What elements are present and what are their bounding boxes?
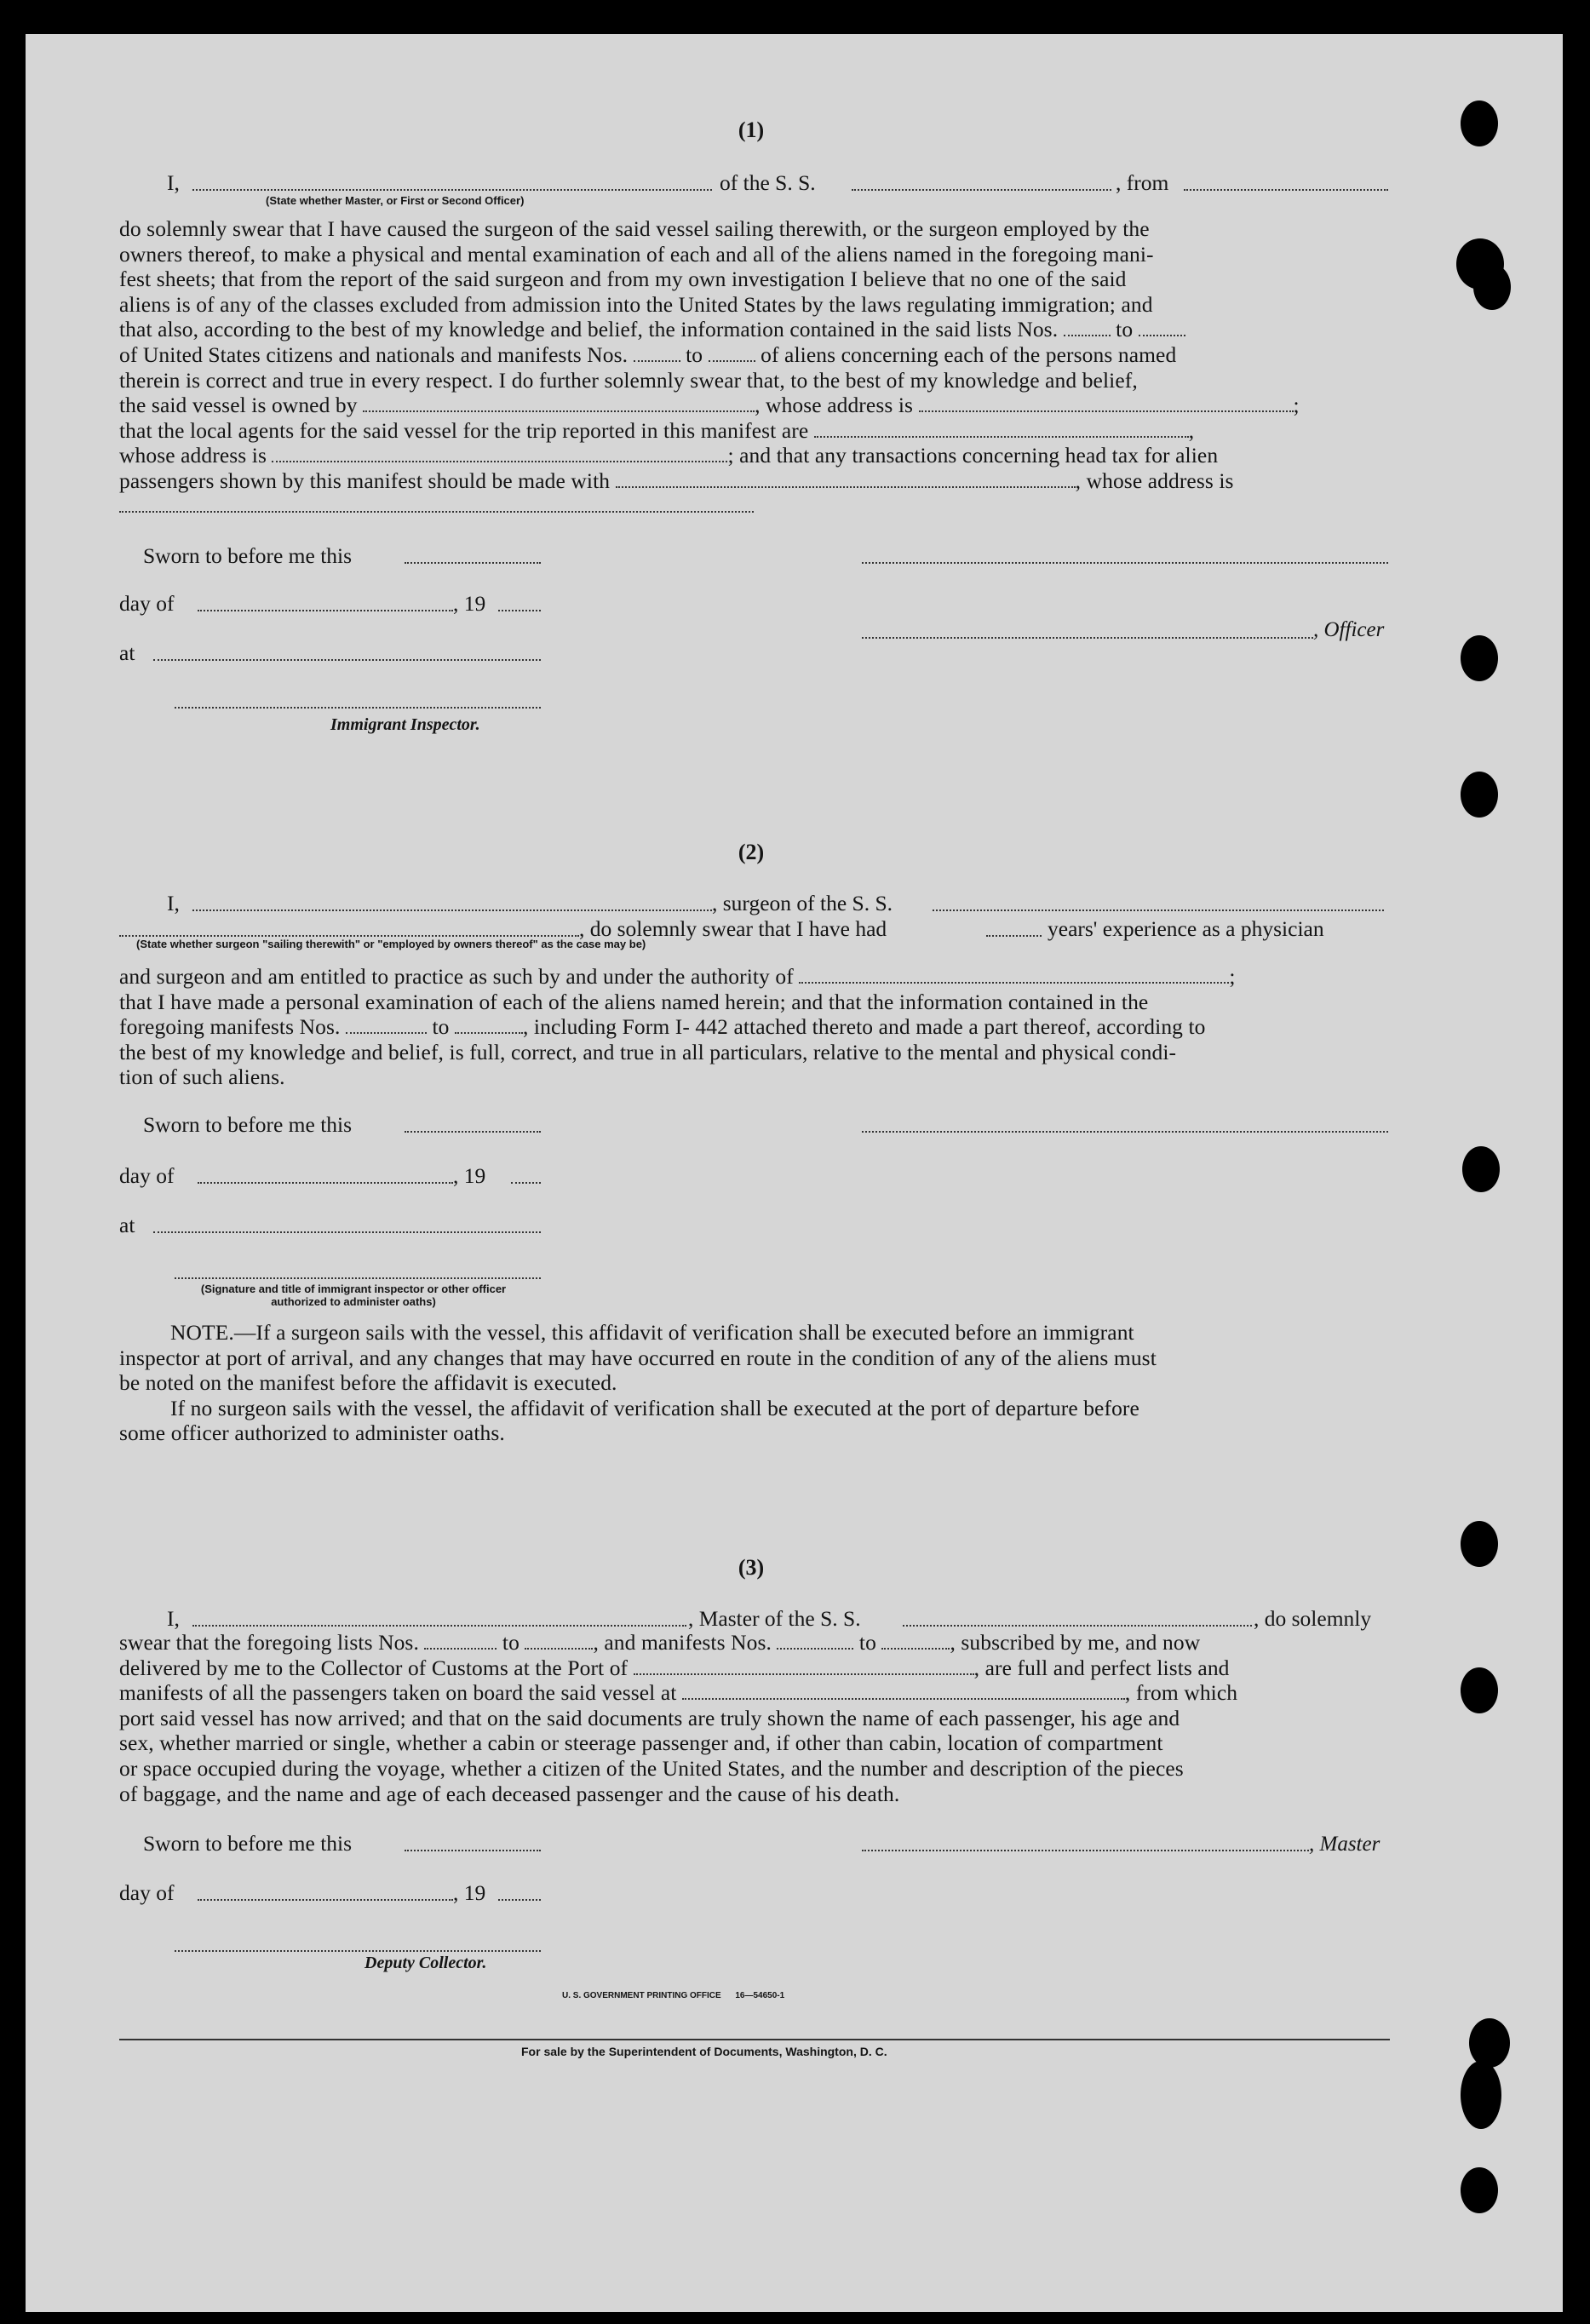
vessel-name-field[interactable] xyxy=(852,189,1111,191)
sworn-label: Sworn to before me this xyxy=(143,1831,353,1856)
surgeon-vessel-field[interactable] xyxy=(933,910,1384,911)
authority-field[interactable] xyxy=(799,967,1229,984)
surgeon-manifest-to-field[interactable] xyxy=(455,1017,523,1034)
deputy-label: Deputy Collector. xyxy=(364,1954,487,1972)
surgeon-of-label: , surgeon of the S. S. xyxy=(712,891,893,915)
surgeon-type-field[interactable] xyxy=(119,935,579,937)
sworn-date-field[interactable] xyxy=(405,1131,541,1133)
master-lists-from-field[interactable] xyxy=(424,1633,497,1650)
body-line: passengers shown by this manifest should be made with , whose address is xyxy=(119,468,1234,493)
punch-hole xyxy=(1473,264,1511,310)
section1-heading: (1) xyxy=(738,118,765,142)
section2-I: I, xyxy=(167,891,180,915)
note-line: If no surgeon sails with the vessel, the affidavit of verification shall be executed at the port of departure before xyxy=(170,1395,1139,1420)
year-label: , 19 xyxy=(453,1880,486,1905)
inspector-signature-line[interactable] xyxy=(175,1277,541,1279)
years-field[interactable] xyxy=(986,935,1042,937)
body-line: manifests of all the passengers taken on board the said vessel at , from which xyxy=(119,1680,1238,1706)
punch-hole xyxy=(1469,2018,1510,2068)
footer-rule xyxy=(119,2039,1390,2040)
section3-body xyxy=(119,1630,1390,1806)
local-agents-field[interactable] xyxy=(814,421,1189,438)
body-line: aliens is of any of the classes excluded from admission into the United States by the laws regulating immigration; and xyxy=(119,291,1153,317)
inspector-signature-line[interactable] xyxy=(175,707,541,709)
of-the-ss-label: of the S. S. xyxy=(720,170,816,195)
surgeon-note: (State whether surgeon "sailing therewith" or "employed by owners thereof" as the case may be) xyxy=(136,938,646,950)
owner-address-field[interactable] xyxy=(919,395,1294,412)
deputy-signature-line[interactable] xyxy=(175,1950,541,1952)
body-line: of baggage, and the name and age of each deceased passenger and the cause of his death. xyxy=(119,1781,900,1806)
master-signature-line[interactable] xyxy=(862,1850,1309,1851)
punch-hole xyxy=(1461,635,1498,681)
body-line: owners thereof, to make a physical and mental examination of each and all of the aliens named in the foregoing mani- xyxy=(119,241,1154,267)
owner-field[interactable] xyxy=(363,395,755,412)
from-label: , from xyxy=(1116,170,1169,195)
at-field[interactable] xyxy=(153,659,541,661)
surgeon-name-field[interactable] xyxy=(192,910,712,911)
month-field[interactable] xyxy=(198,610,453,611)
note-line: NOTE.—If a surgeon sails with the vessel, this affidavit of verification shall be executed before an immigrant xyxy=(170,1320,1134,1345)
contact-address-field[interactable] xyxy=(119,511,754,513)
body-line: sex, whether married or single, whether a cabin or steerage passenger and, if other than cabin, location of compartment xyxy=(119,1730,1163,1756)
punch-hole xyxy=(1462,1146,1500,1192)
body-line: port said vessel has now arrived; and that on the said documents are truly shown the name of each passenger, his age and xyxy=(119,1705,1180,1730)
officer-name-field[interactable] xyxy=(192,189,712,191)
body-line: of United States citizens and nationals and manifests Nos. to of aliens concerning each of the persons named xyxy=(119,341,1177,367)
master-name-field[interactable] xyxy=(192,1625,686,1627)
sworn-date-field[interactable] xyxy=(405,1850,541,1851)
punch-hole xyxy=(1461,1521,1498,1567)
at-label: at xyxy=(119,640,135,665)
at-field[interactable] xyxy=(153,1231,541,1233)
inspector-label: Immigrant Inspector. xyxy=(330,715,480,734)
manifests-from-field[interactable] xyxy=(634,345,680,362)
body-line: the best of my knowledge and belief, is full, correct, and true in all particulars, relative to the mental and physical condi- xyxy=(119,1039,1177,1064)
punch-hole xyxy=(1461,772,1498,818)
lists-to-field[interactable] xyxy=(1139,319,1185,336)
master-manifests-from-field[interactable] xyxy=(777,1633,853,1650)
punch-hole xyxy=(1461,1667,1498,1713)
sworn-label: Sworn to before me this xyxy=(143,543,353,568)
body-line: that I have made a personal examination of each of the aliens named herein; and that the information contained in the xyxy=(119,989,1149,1014)
body-line: fest sheets; that from the report of the said surgeon and from my own investigation I believe that no one of the said xyxy=(119,267,1127,292)
note-line: some officer authorized to administer oaths. xyxy=(119,1420,505,1446)
surgeon-signature-line[interactable] xyxy=(862,1131,1388,1133)
printing-office-note: U. S. GOVERNMENT PRINTING OFFICE 16—54650-1 xyxy=(562,1991,785,2000)
agents-address-field[interactable] xyxy=(272,445,727,462)
day-of-label: day of xyxy=(119,1163,175,1188)
body-line: tion of such aliens. xyxy=(119,1064,285,1090)
at-label: at xyxy=(119,1213,135,1237)
year-field[interactable] xyxy=(498,1899,541,1901)
for-sale-note: For sale by the Superintendent of Documents, Washington, D. C. xyxy=(521,2045,887,2058)
master-lists-to-field[interactable] xyxy=(525,1633,593,1650)
section2-heading: (2) xyxy=(738,840,765,864)
sworn-label: Sworn to before me this xyxy=(143,1112,353,1137)
year-label: , 19 xyxy=(453,591,486,616)
note-line: inspector at port of arrival, and any changes that may have occurred en route in the condition of any of the aliens must xyxy=(119,1345,1157,1370)
body-line: and surgeon and am entitled to practice as such by and under the authority of ; xyxy=(119,964,1236,989)
officer-signature-line-2[interactable] xyxy=(862,637,1313,639)
do-solemnly-label: , do solemnly xyxy=(1254,1606,1372,1631)
body-line: or space occupied during the voyage, whether a citizen of the United States, and the number and description of the pieces xyxy=(119,1755,1184,1781)
body-line: therein is correct and true in every respect. I do further solemnly swear that, to the best of my knowledge and belief, xyxy=(119,367,1138,393)
master-vessel-field[interactable] xyxy=(903,1625,1252,1627)
month-field[interactable] xyxy=(198,1899,453,1901)
day-of-label: day of xyxy=(119,1880,175,1905)
section3-heading: (3) xyxy=(738,1555,765,1580)
body-line: whose address is ; and that any transactions concerning head tax for alien xyxy=(119,443,1219,468)
head-tax-contact-field[interactable] xyxy=(616,471,1076,488)
month-field[interactable] xyxy=(198,1182,453,1184)
year-field[interactable] xyxy=(498,610,541,611)
manifests-to-field[interactable] xyxy=(709,345,755,362)
section1-I: I, xyxy=(167,170,180,195)
master-manifests-to-field[interactable] xyxy=(881,1633,950,1650)
body-line: delivered by me to the Collector of Customs at the Port of , are full and perfect lists and xyxy=(119,1655,1230,1680)
body-line: that also, according to the best of my knowledge and belief, the information contained in the said lists Nos. to xyxy=(119,317,1390,342)
section1-body xyxy=(119,216,1390,494)
port-field[interactable] xyxy=(634,1658,974,1675)
punch-hole xyxy=(1461,100,1498,146)
year-field[interactable] xyxy=(511,1182,541,1184)
officer-note: (State whether Master, or First or Second Officer) xyxy=(266,194,525,207)
signature-note: (Signature and title of immigrant inspector or other officer authorized to administer oaths) xyxy=(200,1283,507,1308)
day-of-label: day of xyxy=(119,591,175,616)
years-experience-label: , do solemnly swear that I have had xyxy=(579,916,887,941)
sworn-date-field[interactable] xyxy=(405,562,541,564)
master-of-label: , Master of the S. S. xyxy=(688,1606,861,1631)
lists-from-field[interactable] xyxy=(1064,319,1111,336)
master-label: , Master xyxy=(1309,1833,1380,1856)
body-line: swear that the foregoing lists Nos. to , and manifests Nos. to , subscribed by me, and now xyxy=(119,1630,1201,1655)
section3-I: I, xyxy=(167,1606,180,1631)
punch-hole xyxy=(1461,2167,1498,2213)
officer-label: , Officer xyxy=(1313,618,1385,641)
note-line: be noted on the manifest before the affidavit is executed. xyxy=(119,1370,617,1396)
note-block xyxy=(119,1320,1390,1446)
section2-body xyxy=(119,964,1390,1090)
body-line: foregoing manifests Nos. to , including Form I- 442 attached thereto and made a part thereof, according to xyxy=(119,1014,1206,1040)
from-field[interactable] xyxy=(1184,189,1388,191)
body-line: do solemnly swear that I have caused the surgeon of the said vessel sailing therewith, or the surgeon employed by the xyxy=(119,216,1150,241)
punch-hole xyxy=(1461,2061,1501,2129)
surgeon-manifest-from-field[interactable] xyxy=(346,1017,427,1034)
physician-label: years' experience as a physician xyxy=(1048,916,1324,941)
year-label: , 19 xyxy=(453,1163,486,1188)
boarding-port-field[interactable] xyxy=(682,1683,1125,1700)
body-line: the said vessel is owned by , whose address is ; xyxy=(119,393,1300,418)
officer-signature-line[interactable] xyxy=(862,562,1388,564)
body-line: that the local agents for the said vessel for the trip reported in this manifest are , xyxy=(119,417,1195,443)
